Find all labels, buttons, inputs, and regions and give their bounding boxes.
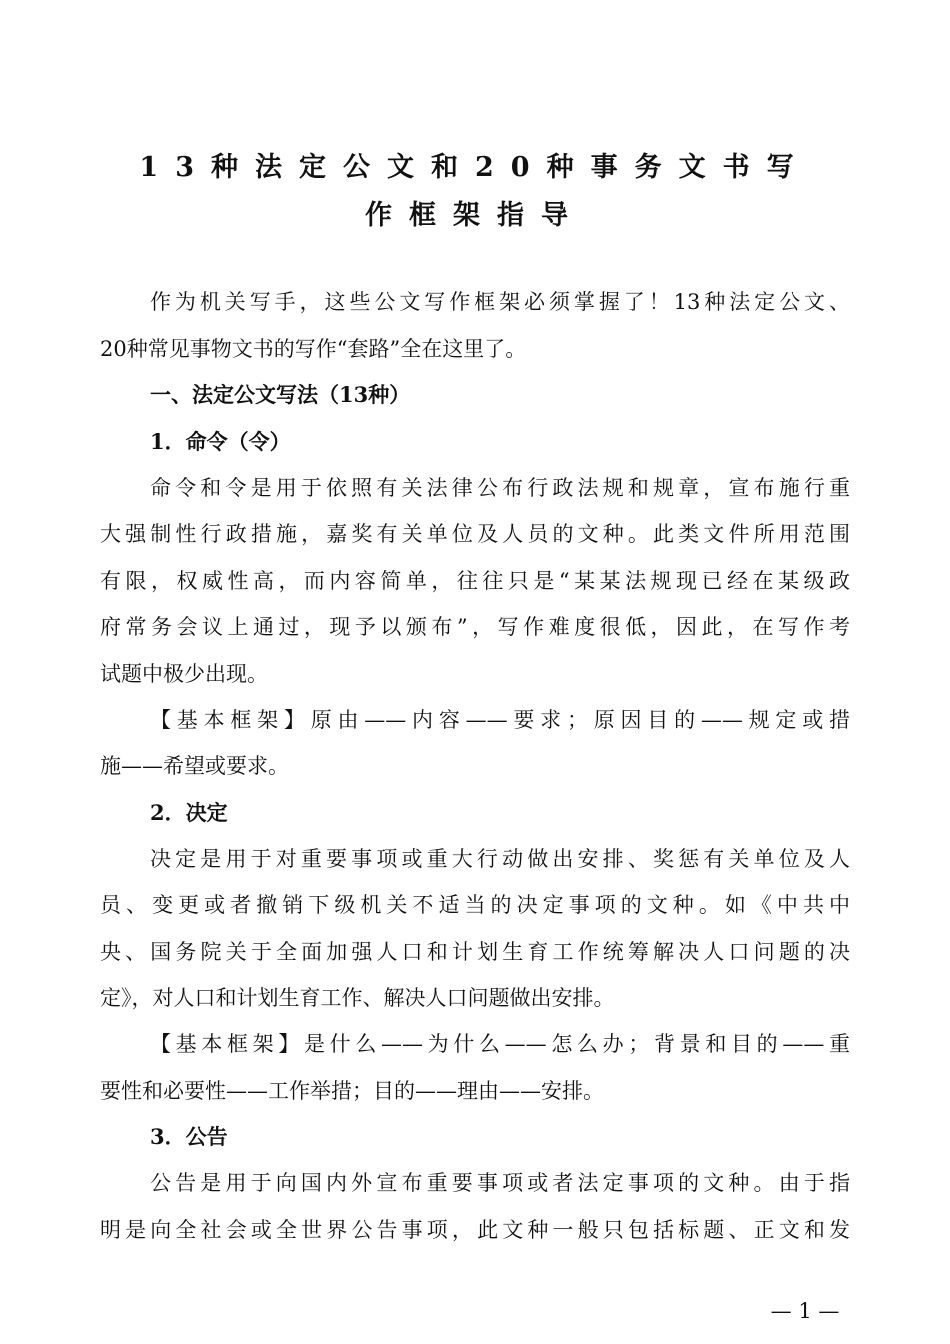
page-number: — 1 — [770,1299,840,1323]
paragraph-line: 试题中极少出现。 [100,662,268,686]
paragraph-line: 公告是用于向国内外宣布重要事项或者法定事项的文种。由于指 [150,1171,850,1195]
paragraph-line: 决定是用于对重要事项或重大行动做出安排、奖惩有关单位及人 [150,847,850,871]
framework-line: 【基本框架】原由——内容——要求；原因目的——规定或措 [150,708,850,732]
subheading-announcement: 3．公告 [150,1124,228,1149]
paragraph-line: 央、国务院关于全面加强人口和计划生育工作统筹解决人口问题的决 [100,940,850,964]
subheading-command: 1．命令（令） [150,429,291,454]
paragraph-line: 命令和令是用于依照有关法律公布行政法规和规章，宣布施行重 [150,476,850,500]
subheading-decision: 2．决定 [150,800,228,825]
paragraph-line: 大强制性行政措施，嘉奖有关单位及人员的文种。此类文件所用范围 [100,522,850,546]
document-title-line-1: 13种法定公文和20种事务文书写 [139,152,811,183]
paragraph-line: 明是向全社会或全世界公告事项，此文种一般只包括标题、正文和发 [100,1218,850,1242]
framework-line: 要性和必要性——工作举措；目的——理由——安排。 [100,1079,604,1103]
intro-line-1: 作为机关写手，这些公文写作框架必须掌握了！13种法定公文、 [150,290,850,314]
paragraph-line: 府常务会议上通过，现予以颁布”，写作难度很低，因此，在写作考 [100,615,850,639]
paragraph-line: 有限，权威性高，而内容简单，往往只是“某某法规现已经在某级政 [100,569,850,593]
framework-line: 【基本框架】是什么——为什么——怎么办；背景和目的——重 [150,1032,850,1056]
document-title-line-2: 作框架指导 [365,200,585,231]
framework-line: 施——希望或要求。 [100,754,289,778]
section-heading-legal-documents: 一、法定公文写法（13种） [150,382,411,407]
paragraph-line: 员、变更或者撤销下级机关不适当的决定事项的文种。如《中共中 [100,893,850,917]
intro-line-2: 20种常见事物文书的写作“套路”全在这里了。 [100,337,527,361]
paragraph-line: 定》，对人口和计划生育工作、解决人口问题做出安排。 [100,986,615,1010]
